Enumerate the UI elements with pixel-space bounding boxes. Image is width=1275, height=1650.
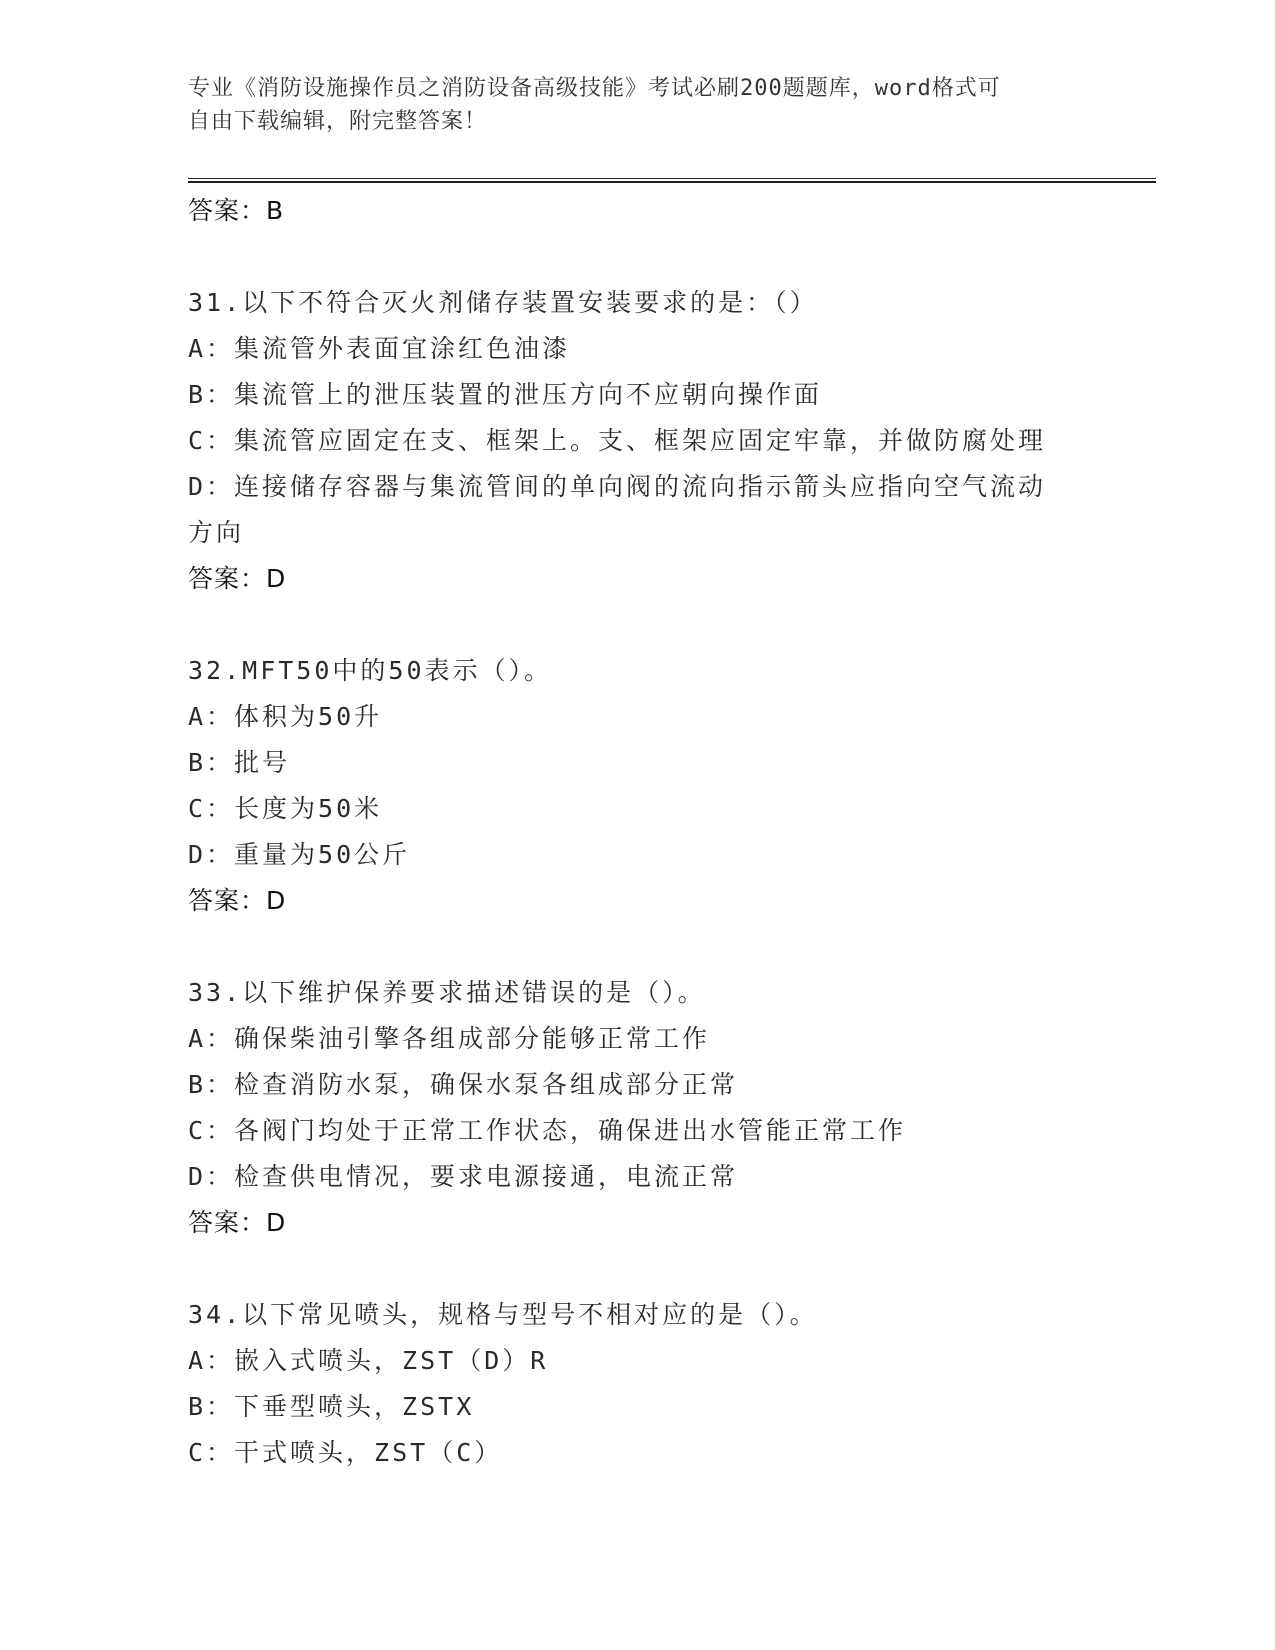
- question-stem: 33.以下维护保养要求描述错误的是（）。: [188, 978, 706, 1007]
- option-a: A：确保柴油引擎各组成部分能够正常工作: [188, 1024, 711, 1053]
- header-line-1: 专业《消防设施操作员之消防设备高级技能》考试必刷200题题库，word格式可: [188, 76, 1001, 101]
- header-line-2: 自由下载编辑，附完整答案！: [188, 109, 488, 134]
- option-b: B：检查消防水泵，确保水泵各组成部分正常: [188, 1070, 739, 1099]
- option-d: D：检查供电情况，要求电源接通，电流正常: [188, 1162, 739, 1191]
- option-b: B：集流管上的泄压装置的泄压方向不应朝向操作面: [188, 380, 823, 409]
- question-stem: 32.MFT50中的50表示（）。: [188, 656, 553, 685]
- question-list: [188, 188, 1088, 1476]
- question-33: [188, 970, 1088, 1246]
- option-c: C：长度为50米: [188, 794, 383, 823]
- header-divider: [188, 178, 1156, 183]
- option-b: B：下垂型喷头，ZSTX: [188, 1392, 475, 1421]
- question-32: [188, 648, 1088, 924]
- answer-line: 答案：B: [188, 196, 285, 225]
- answer-line: 答案：D: [188, 1208, 287, 1237]
- answer-line: 答案：D: [188, 564, 287, 593]
- page-header: [188, 72, 1068, 138]
- option-c: C：各阀门均处于正常工作状态，确保进出水管能正常工作: [188, 1116, 907, 1145]
- question-stem: 34.以下常见喷头，规格与型号不相对应的是（）。: [188, 1300, 818, 1329]
- option-d: D：重量为50公斤: [188, 840, 411, 869]
- option-a: A：嵌入式喷头，ZST（D）R: [188, 1346, 549, 1375]
- question-34: [188, 1292, 1088, 1476]
- option-b: B：批号: [188, 748, 291, 777]
- option-d: D：连接储存容器与集流管间的单向阀的流向指示箭头应指向空气流动: [188, 472, 1047, 501]
- answer-line: 答案：D: [188, 886, 287, 915]
- option-d-continuation: 方向: [188, 518, 245, 547]
- question-31: [188, 280, 1088, 602]
- option-a: A：体积为50升: [188, 702, 383, 731]
- option-c: C：干式喷头，ZST（C）: [188, 1438, 503, 1467]
- question-stem: 31.以下不符合灭火剂储存装置安装要求的是：（）: [188, 288, 818, 317]
- option-a: A：集流管外表面宜涂红色油漆: [188, 334, 571, 363]
- option-c: C：集流管应固定在支、框架上。支、框架应固定牢靠，并做防腐处理: [188, 426, 1047, 455]
